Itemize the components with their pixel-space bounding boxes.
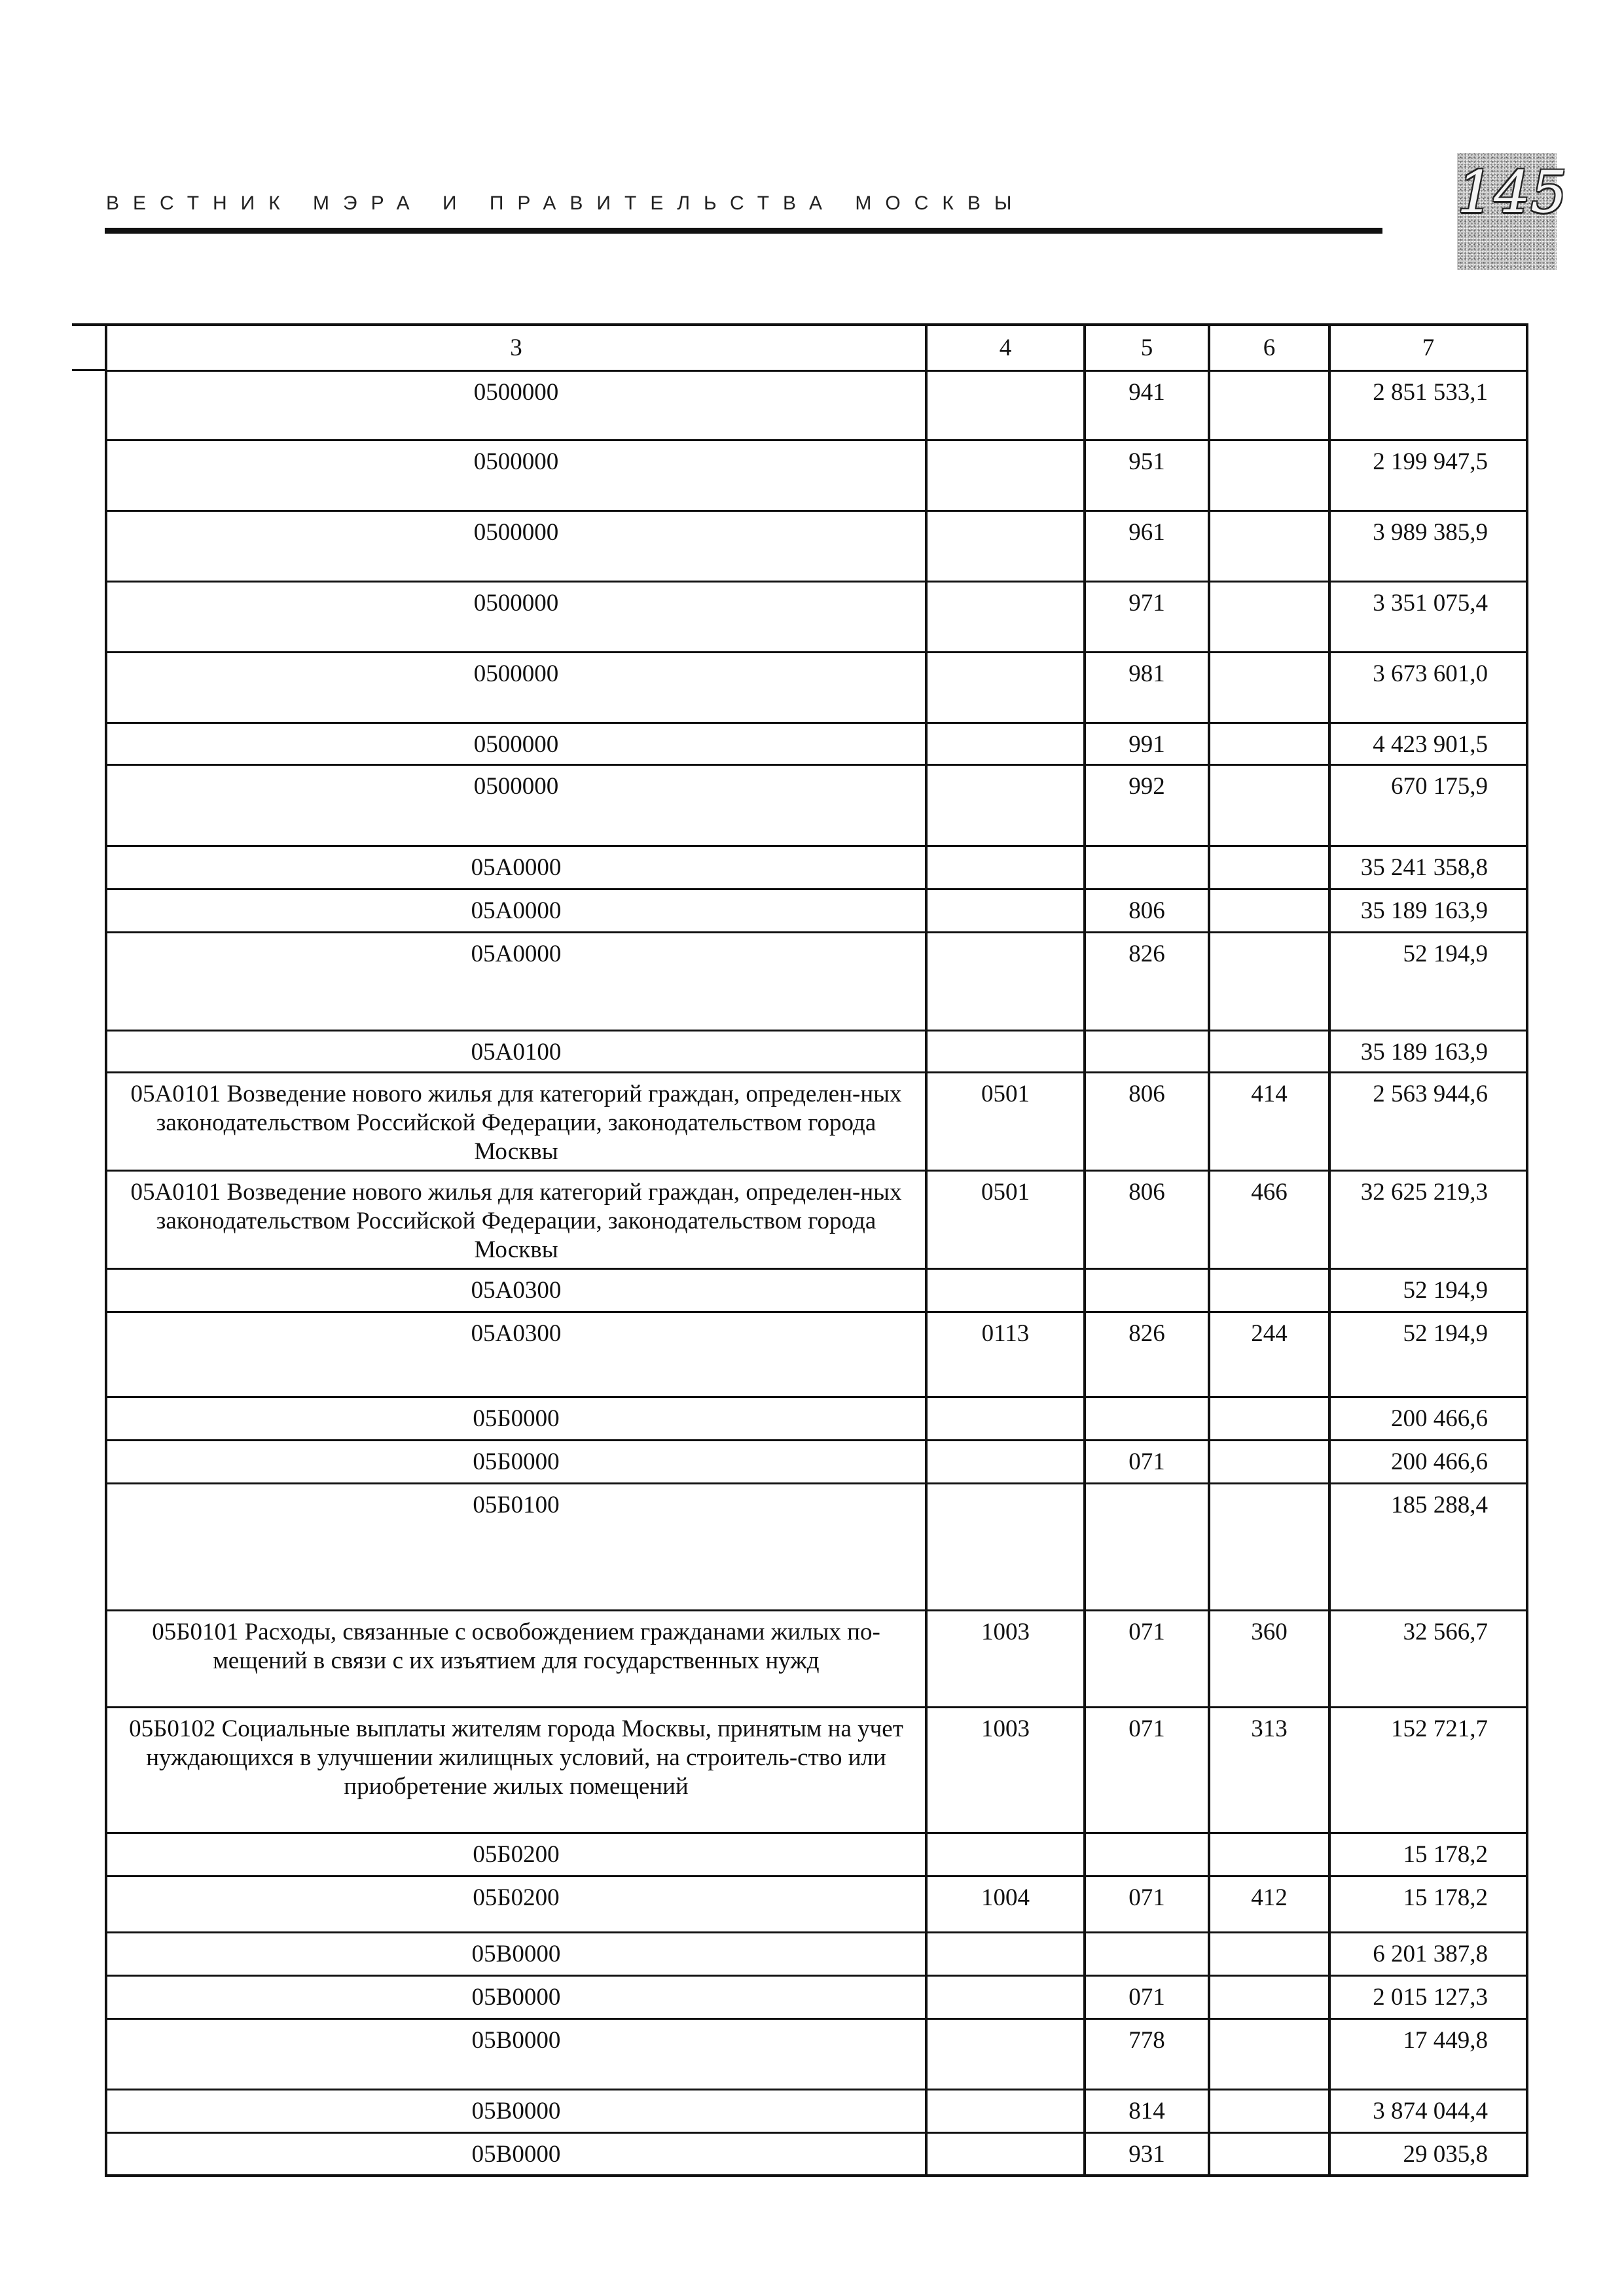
- column-header-6: 6: [1209, 325, 1329, 370]
- column-header-4: 4: [926, 325, 1085, 370]
- table-row: [106, 511, 1527, 581]
- cell-col6: 414: [1209, 1072, 1329, 1170]
- column-header-3: 3: [106, 325, 926, 370]
- table-row: [106, 1833, 1527, 1876]
- cell-col7: 15 178,2: [1329, 1833, 1527, 1876]
- cell-col4: [926, 440, 1085, 511]
- cell-col3: 0500000: [106, 370, 926, 440]
- column-header-7: 7: [1329, 325, 1527, 370]
- cell-col7: 6 201 387,8: [1329, 1932, 1527, 1975]
- cell-col3: 05В0000: [106, 2018, 926, 2089]
- cell-col5: 961: [1085, 511, 1209, 581]
- cell-col7: 32 625 219,3: [1329, 1170, 1527, 1268]
- table-body: [106, 325, 1527, 2176]
- cell-col5: 814: [1085, 2089, 1209, 2132]
- page-number: 145: [1457, 158, 1567, 226]
- cell-col4: [926, 2132, 1085, 2176]
- cell-col6: [1209, 1833, 1329, 1876]
- cell-col4: [926, 2018, 1085, 2089]
- table-row: [106, 1312, 1527, 1397]
- cell-col3: 0500000: [106, 440, 926, 511]
- left-margin-rule: [72, 323, 106, 326]
- cell-col6: [1209, 1932, 1329, 1975]
- cell-col6: [1209, 370, 1329, 440]
- cell-col4: [926, 1833, 1085, 1876]
- cell-col7: 2 563 944,6: [1329, 1072, 1527, 1170]
- cell-col4: 1003: [926, 1707, 1085, 1833]
- cell-col5: 991: [1085, 723, 1209, 764]
- cell-col7: 15 178,2: [1329, 1876, 1527, 1932]
- cell-col6: [1209, 2018, 1329, 2089]
- cell-col7: 670 175,9: [1329, 764, 1527, 846]
- cell-col3: 05А0000: [106, 846, 926, 889]
- cell-col4: [926, 652, 1085, 723]
- cell-col5: 806: [1085, 1170, 1209, 1268]
- cell-col7: 35 241 358,8: [1329, 846, 1527, 889]
- cell-col7: 29 035,8: [1329, 2132, 1527, 2176]
- page-number-badge: [1457, 153, 1567, 270]
- left-margin-rule: [72, 369, 106, 371]
- cell-col3: 05А0000: [106, 889, 926, 932]
- cell-col4: 0501: [926, 1170, 1085, 1268]
- cell-col7: 35 189 163,9: [1329, 889, 1527, 932]
- cell-col7: 200 466,6: [1329, 1397, 1527, 1440]
- table-row: [106, 1170, 1527, 1268]
- cell-col5: 071: [1085, 1876, 1209, 1932]
- table-row: [106, 370, 1527, 440]
- cell-col7: 2 851 533,1: [1329, 370, 1527, 440]
- cell-col6: [1209, 1440, 1329, 1483]
- cell-col4: [926, 1932, 1085, 1975]
- cell-col6: 313: [1209, 1707, 1329, 1833]
- cell-col7: 3 874 044,4: [1329, 2089, 1527, 2132]
- cell-col7: 17 449,8: [1329, 2018, 1527, 2089]
- cell-col4: [926, 1440, 1085, 1483]
- table-row: [106, 846, 1527, 889]
- cell-col5: 971: [1085, 581, 1209, 652]
- cell-col5: 806: [1085, 1072, 1209, 1170]
- cell-col4: [926, 511, 1085, 581]
- cell-col4: [926, 1975, 1085, 2018]
- cell-col6: 412: [1209, 1876, 1329, 1932]
- cell-col7: 35 189 163,9: [1329, 1030, 1527, 1072]
- cell-col3: 05В0000: [106, 2089, 926, 2132]
- cell-col7: 52 194,9: [1329, 932, 1527, 1030]
- cell-col3: 05А0101 Возведение нового жилья для категорий граждан, определен-ных законодательством Российской Федерации, законодательством города Москвы: [106, 1170, 926, 1268]
- table-row: [106, 2132, 1527, 2176]
- cell-col3: 0500000: [106, 652, 926, 723]
- cell-col6: [1209, 1030, 1329, 1072]
- cell-col4: 0113: [926, 1312, 1085, 1397]
- cell-col5: 826: [1085, 932, 1209, 1030]
- cell-col5: 826: [1085, 1312, 1209, 1397]
- cell-col6: [1209, 581, 1329, 652]
- cell-col3: 05Б0100: [106, 1483, 926, 1610]
- cell-col4: [926, 581, 1085, 652]
- table-row: [106, 652, 1527, 723]
- table-row: [106, 1268, 1527, 1312]
- cell-col4: [926, 1483, 1085, 1610]
- cell-col6: [1209, 932, 1329, 1030]
- table-row: [106, 581, 1527, 652]
- header-rule: [105, 228, 1382, 234]
- table-row: [106, 1072, 1527, 1170]
- table-row: [106, 1483, 1527, 1610]
- cell-col5: [1085, 1397, 1209, 1440]
- table-row: [106, 2018, 1527, 2089]
- cell-col3: 05В0000: [106, 2132, 926, 2176]
- cell-col7: 3 673 601,0: [1329, 652, 1527, 723]
- cell-col6: [1209, 511, 1329, 581]
- cell-col4: [926, 932, 1085, 1030]
- cell-col5: [1085, 1833, 1209, 1876]
- cell-col6: [1209, 440, 1329, 511]
- cell-col4: [926, 723, 1085, 764]
- table-row: [106, 1932, 1527, 1975]
- cell-col3: 05А0101 Возведение нового жилья для категорий граждан, определен-ных законодательством Российской Федерации, законодательством города Москвы: [106, 1072, 926, 1170]
- table-row: [106, 1397, 1527, 1440]
- cell-col3: 05Б0102 Социальные выплаты жителям города Москвы, принятым на учет нуждающихся в улучшении жилищных условий, на строитель-ство или приобретение жилых помещений: [106, 1707, 926, 1833]
- table-row: [106, 1610, 1527, 1707]
- cell-col4: 0501: [926, 1072, 1085, 1170]
- cell-col3: 05А0300: [106, 1268, 926, 1312]
- cell-col5: 071: [1085, 1707, 1209, 1833]
- cell-col5: 941: [1085, 370, 1209, 440]
- cell-col7: 200 466,6: [1329, 1440, 1527, 1483]
- cell-col5: [1085, 1030, 1209, 1072]
- cell-col4: [926, 846, 1085, 889]
- cell-col7: 52 194,9: [1329, 1312, 1527, 1397]
- cell-col7: 152 721,7: [1329, 1707, 1527, 1833]
- cell-col6: 360: [1209, 1610, 1329, 1707]
- cell-col5: [1085, 846, 1209, 889]
- cell-col3: 05Б0101 Расходы, связанные с освобождением гражданами жилых по-мещений в связи с их изъятием для государственных нужд: [106, 1610, 926, 1707]
- cell-col3: 0500000: [106, 723, 926, 764]
- table-row: [106, 440, 1527, 511]
- cell-col7: 185 288,4: [1329, 1483, 1527, 1610]
- cell-col5: 806: [1085, 889, 1209, 932]
- cell-col5: 981: [1085, 652, 1209, 723]
- cell-col3: 05Б0000: [106, 1397, 926, 1440]
- budget-table: [105, 323, 1528, 2177]
- cell-col5: 951: [1085, 440, 1209, 511]
- cell-col7: 4 423 901,5: [1329, 723, 1527, 764]
- cell-col5: 992: [1085, 764, 1209, 846]
- table-row: [106, 2089, 1527, 2132]
- cell-col4: [926, 764, 1085, 846]
- cell-col3: 05А0100: [106, 1030, 926, 1072]
- cell-col4: [926, 1397, 1085, 1440]
- cell-col5: [1085, 1932, 1209, 1975]
- cell-col5: 071: [1085, 1440, 1209, 1483]
- cell-col6: [1209, 1268, 1329, 1312]
- table-row: [106, 1440, 1527, 1483]
- table-row: [106, 1975, 1527, 2018]
- cell-col4: [926, 370, 1085, 440]
- cell-col4: 1004: [926, 1876, 1085, 1932]
- cell-col6: [1209, 2132, 1329, 2176]
- column-header-5: 5: [1085, 325, 1209, 370]
- cell-col5: [1085, 1483, 1209, 1610]
- cell-col7: 2 015 127,3: [1329, 1975, 1527, 2018]
- cell-col4: [926, 889, 1085, 932]
- cell-col6: [1209, 723, 1329, 764]
- cell-col3: 05В0000: [106, 1975, 926, 2018]
- cell-col5: 071: [1085, 1975, 1209, 2018]
- cell-col6: 466: [1209, 1170, 1329, 1268]
- cell-col7: 52 194,9: [1329, 1268, 1527, 1312]
- cell-col7: 3 351 075,4: [1329, 581, 1527, 652]
- cell-col6: [1209, 1483, 1329, 1610]
- table-row: [106, 1030, 1527, 1072]
- cell-col4: [926, 2089, 1085, 2132]
- cell-col6: [1209, 1975, 1329, 2018]
- cell-col6: [1209, 1397, 1329, 1440]
- cell-col6: [1209, 764, 1329, 846]
- cell-col3: 05В0000: [106, 1932, 926, 1975]
- column-header-row: [106, 325, 1527, 370]
- cell-col6: 244: [1209, 1312, 1329, 1397]
- cell-col3: 05Б0200: [106, 1876, 926, 1932]
- cell-col5: 778: [1085, 2018, 1209, 2089]
- cell-col4: [926, 1268, 1085, 1312]
- cell-col7: 32 566,7: [1329, 1610, 1527, 1707]
- cell-col6: [1209, 652, 1329, 723]
- table-row: [106, 1707, 1527, 1833]
- cell-col6: [1209, 846, 1329, 889]
- journal-title: ВЕСТНИК МЭРА И ПРАВИТЕЛЬСТВА МОСКВЫ: [106, 192, 1026, 214]
- cell-col6: [1209, 2089, 1329, 2132]
- table-row: [106, 889, 1527, 932]
- cell-col3: 0500000: [106, 581, 926, 652]
- table-row: [106, 1876, 1527, 1932]
- cell-col5: 071: [1085, 1610, 1209, 1707]
- cell-col5: 931: [1085, 2132, 1209, 2176]
- table-row: [106, 764, 1527, 846]
- cell-col5: [1085, 1268, 1209, 1312]
- cell-col3: 05А0000: [106, 932, 926, 1030]
- cell-col3: 05Б0200: [106, 1833, 926, 1876]
- table-row: [106, 932, 1527, 1030]
- cell-col3: 05А0300: [106, 1312, 926, 1397]
- cell-col3: 0500000: [106, 764, 926, 846]
- cell-col4: [926, 1030, 1085, 1072]
- cell-col7: 2 199 947,5: [1329, 440, 1527, 511]
- cell-col3: 05Б0000: [106, 1440, 926, 1483]
- cell-col6: [1209, 889, 1329, 932]
- table-row: [106, 723, 1527, 764]
- cell-col3: 0500000: [106, 511, 926, 581]
- cell-col7: 3 989 385,9: [1329, 511, 1527, 581]
- cell-col4: 1003: [926, 1610, 1085, 1707]
